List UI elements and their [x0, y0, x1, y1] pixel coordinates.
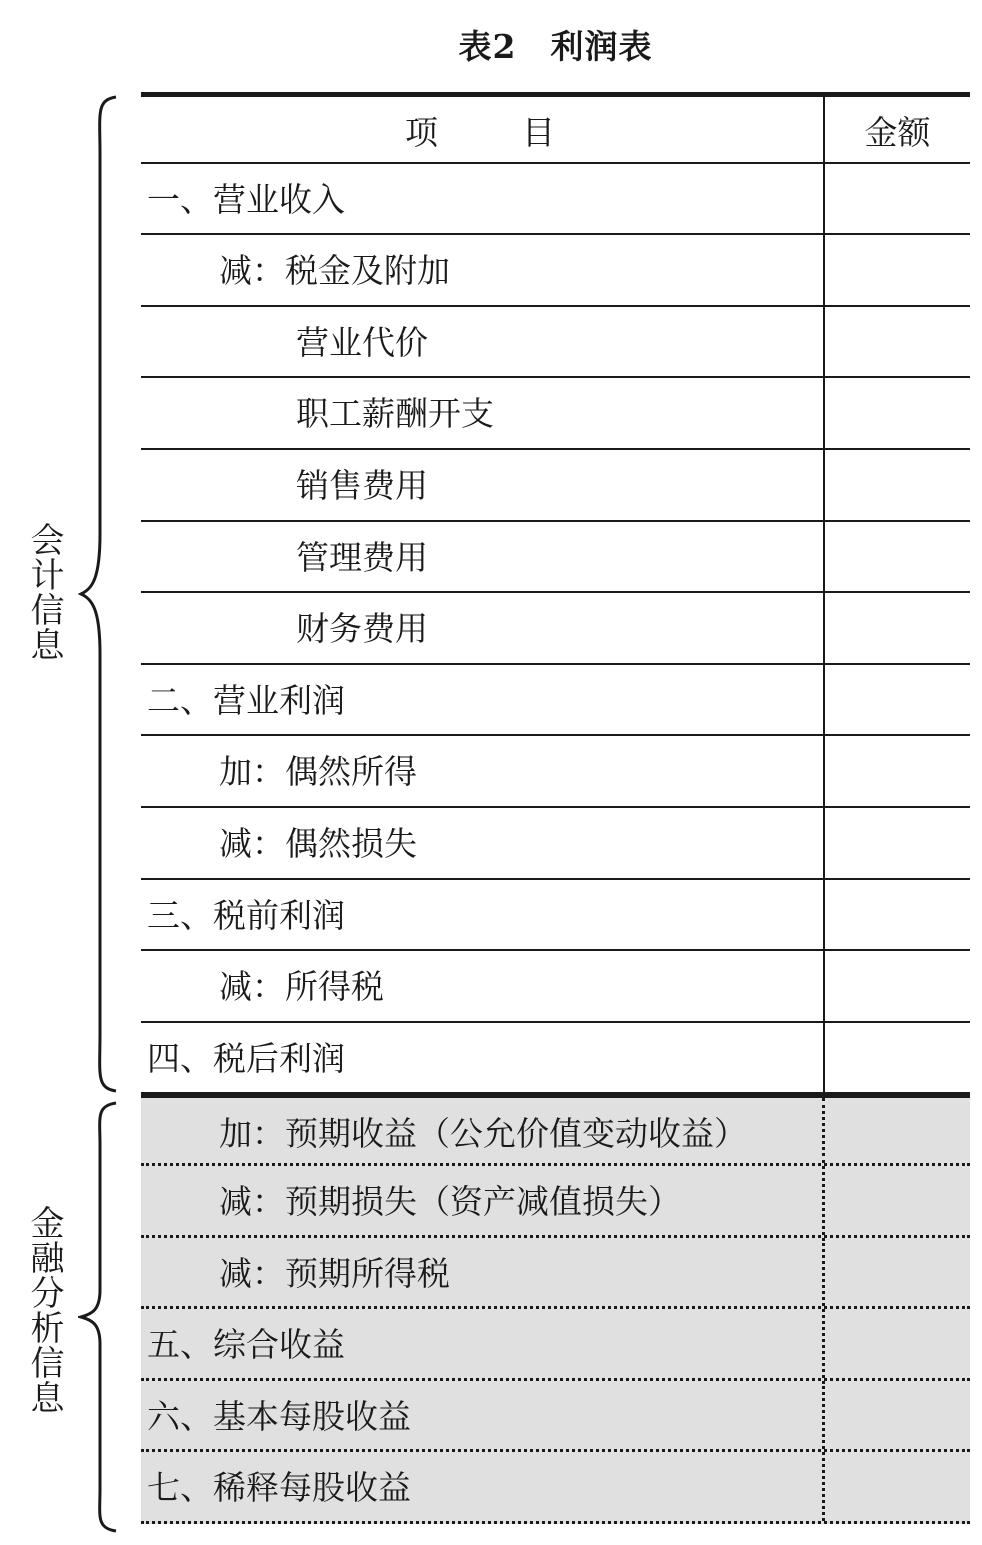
- table-row: [141, 164, 970, 236]
- table-row: [141, 808, 970, 880]
- row-item-label: 七、稀释每股收益: [141, 1452, 825, 1521]
- table-row: [141, 378, 970, 450]
- accounting-label: 会计信息: [24, 522, 64, 662]
- row-item-label: 一、营业收入: [141, 164, 825, 234]
- table-row: [141, 1309, 970, 1381]
- row-amount-cell: [825, 1098, 970, 1163]
- row-amount-cell: [825, 1309, 970, 1378]
- row-amount-cell: [825, 1381, 970, 1450]
- row-item-label: 加：偶然所得: [141, 736, 825, 806]
- row-amount-cell: [825, 808, 970, 878]
- table-row: [141, 593, 970, 665]
- row-item-label: 三、税前利润: [141, 880, 825, 950]
- table-row: [141, 1166, 970, 1238]
- row-item-label: 减：预期所得税: [141, 1238, 825, 1307]
- row-amount-cell: [825, 593, 970, 663]
- row-item-label: 五、综合收益: [141, 1309, 825, 1378]
- table-row: [141, 1023, 970, 1095]
- row-item-label: 减：税金及附加: [141, 235, 825, 305]
- row-amount-cell: [825, 164, 970, 234]
- table-row: [141, 1094, 970, 1166]
- header-item-right: 目: [522, 113, 559, 152]
- table-row: [141, 235, 970, 307]
- table-number: 表2: [458, 27, 517, 66]
- row-item-label: 加：预期收益（公允价值变动收益）: [141, 1098, 825, 1163]
- row-amount-cell: [825, 1023, 970, 1093]
- income-statement-table: [141, 92, 970, 1524]
- financial-brace-icon: [78, 1100, 118, 1534]
- financial-label: 金融分析信息: [24, 1205, 64, 1415]
- row-amount-cell: [825, 307, 970, 377]
- row-item-label: 减：预期损失（资产减值损失）: [141, 1166, 825, 1235]
- table-row: [141, 307, 970, 379]
- table-row: [141, 1452, 970, 1524]
- row-item-label: 二、营业利润: [141, 665, 825, 735]
- row-amount-cell: [825, 880, 970, 950]
- row-item-label: 四、税后利润: [141, 1023, 825, 1093]
- table-row: [141, 450, 970, 522]
- row-item-label: 财务费用: [141, 593, 825, 663]
- row-amount-cell: [825, 736, 970, 806]
- row-amount-cell: [825, 665, 970, 735]
- table-row: [141, 951, 970, 1023]
- accounting-brace-icon: [78, 94, 118, 1094]
- accounting-rows: [141, 164, 970, 1095]
- row-item-label: 减：偶然损失: [141, 808, 825, 878]
- row-amount-cell: [825, 235, 970, 305]
- table-title: [141, 22, 970, 72]
- table-name: 利润表: [550, 27, 653, 66]
- row-item-label: 管理费用: [141, 522, 825, 592]
- row-amount-cell: [825, 450, 970, 520]
- row-item-label: 减：所得税: [141, 951, 825, 1021]
- table-row: [141, 665, 970, 737]
- row-item-label: 六、基本每股收益: [141, 1381, 825, 1450]
- row-amount-cell: [825, 378, 970, 448]
- row-amount-cell: [825, 1452, 970, 1521]
- row-amount-cell: [825, 522, 970, 592]
- table-row: [141, 880, 970, 952]
- row-amount-cell: [825, 1166, 970, 1235]
- row-amount-cell: [825, 951, 970, 1021]
- row-amount-cell: [825, 1238, 970, 1307]
- table-row: [141, 522, 970, 594]
- header-item: [141, 97, 825, 162]
- row-item-label: 营业代价: [141, 307, 825, 377]
- row-item-label: 销售费用: [141, 450, 825, 520]
- row-item-label: 职工薪酬开支: [141, 378, 825, 448]
- header-amount: 金额: [864, 113, 931, 152]
- table-row: [141, 1381, 970, 1453]
- financial-rows: [141, 1094, 970, 1524]
- header-item-left: 项: [405, 113, 442, 152]
- table-row: [141, 736, 970, 808]
- table-row: [141, 1238, 970, 1310]
- table-header-row: [141, 92, 970, 164]
